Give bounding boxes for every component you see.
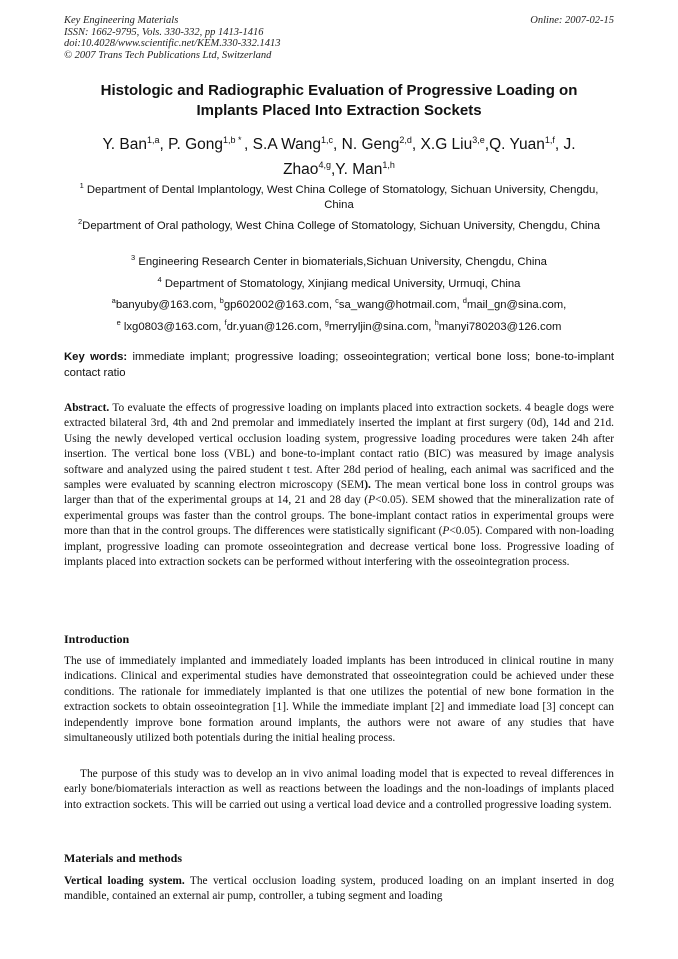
author: Y. Man$^{1,h}$ bbox=[335, 160, 395, 179]
email: merryljin@sina.com, bbox=[328, 320, 435, 333]
affiliation-2: $^2$Department of Oral pathology, West China College of Stomatology, Sichuan University, Chengdu, China bbox=[77, 217, 600, 232]
email-line-1: $^a$banyuby@163.com, $^b$gp602002@163.com, $^c$sa_wang@hotmail.com, $^d$mail_gn@sina.com, bbox=[111, 296, 567, 311]
author: Y. Ban$^{1,a}$, bbox=[102, 135, 169, 154]
journal-name: Key Engineering Materials bbox=[64, 15, 179, 26]
journal-header bbox=[64, 15, 614, 61]
online-date: Online: 2007-02-15 bbox=[530, 15, 614, 26]
abstract: Abstract. To evaluate the effects of progressive loading on implants placed into extraction sockets. 4 beagle dogs were extracted bilateral 3rd, 4th and 2nd premolar and immediately inserted the implant at first surgery (0d), 14d and 21d. Using the newly developed vertical occlusion loading system, progressive loading procedures were taken 24h after insertion. The vertical bone loss (VBL) and bone-to-implant contact ratio (BIC) was measured by image analysis software and analyzed using the paired student t test. After 28d period of healing, each animal was sacrificed and the samples were evaluated by scanning electron microscopy (SEM). The mean vertical bone loss in control groups was larger than that of the experimental groups at 14, 21 and 28 day (P<0.05). SEM showed that the mineralization rate of experimental groups was faster than the control groups. The bone-implant contact ratios in experimental groups were more than that in the control groups. The differences were statistically significant (P<0.05). Compared with non-loading implant, progressive loading can promote osseointegration and decrease vertical bone loss. Progressive loading of implants placed into extraction sockets can be performed without interfering with the osseointegration process. bbox=[64, 402, 614, 569]
author: N. Geng$^{2,d}$, bbox=[341, 135, 421, 154]
email: banyuby@163.com, bbox=[115, 298, 220, 311]
keywords-text: immediate implant; progressive loading; osseointegration; vertical bone loss; bone-to-implant contact ratio bbox=[64, 351, 614, 379]
copyright-line: © 2007 Trans Tech Publications Ltd, Switzerland bbox=[64, 49, 272, 61]
email: gp602002@163.com, bbox=[223, 298, 336, 311]
methods-heading: Materials and methods bbox=[64, 851, 182, 865]
paper-title: Histologic and Radiographic Evaluation of Progressive Loading on Implants Placed Into Extraction Sockets bbox=[100, 82, 578, 119]
abstract-label: Abstract. bbox=[64, 402, 110, 414]
email: dr.yuan@126.com, bbox=[226, 320, 325, 333]
affiliation-4: $^4$ Department of Stomatology, Xinjiang medical University, Urmuqi, China bbox=[157, 275, 521, 290]
doi-line: doi:10.4028/www.scientific.net/KEM.330-332.1413 bbox=[64, 38, 281, 49]
subsection-label: Vertical loading system. bbox=[64, 875, 185, 887]
intro-paragraph-2: The purpose of this study was to develop an in vivo animal loading model that is expected to reveal differences in early bone/biomaterials interaction as well as reactions between the loadings and the non-loadings of implants placed into extraction sockets. This will be carried out using a vertical load device and a controlled progressive loading system. bbox=[64, 768, 614, 811]
email: manyi780203@126.com bbox=[438, 320, 562, 333]
intro-paragraph-1: The use of immediately implanted and immediately loaded implants has been introduced in clinical routine in many indications. Clinical and experimental studies have demonstrated that osseointegration could be achieved under these conditions. The rationale for immediately implanted is that one utilizes the potential of new bone formation in the extraction sockets to obtain osseointegration [1]. While the immediate implant [2] and immediate load [3] concept can independently improve bone formation around implants, the authors were not aware of any studies that have simultaneously utilized both potentials during the initial healing process. bbox=[64, 655, 614, 745]
author: J. Zhao$^{4,g}$, bbox=[283, 136, 576, 179]
author: X.G Liu$^{3,e}$, bbox=[420, 135, 490, 154]
author: S.A Wang$^{1,c}$, bbox=[252, 135, 342, 154]
email: lxg0803@163.com, bbox=[120, 320, 225, 333]
methods-paragraph-1: Vertical loading system. The vertical occlusion loading system, produced loading on an implant inserted in dog mandible, contained an external air pump, controller, a tubing segment and loading bbox=[64, 875, 614, 903]
author-list bbox=[68, 130, 610, 180]
affiliation-1: $^1$ Department of Dental Implantology, West China College of Stomatology, Sichuan University, Chengdu, China bbox=[79, 181, 599, 211]
author: Q. Yuan$^{1,f}$, bbox=[489, 135, 564, 154]
keywords bbox=[64, 349, 614, 381]
keywords-label: Key words: bbox=[64, 351, 128, 363]
email: mail_gn@sina.com, bbox=[466, 298, 567, 311]
affiliation-3: $^3$ Engineering Research Center in biomaterials,Sichuan University, Chengdu, China bbox=[131, 253, 547, 268]
email-line-2: $^e$ lxg0803@163.com, $^f$dr.yuan@126.com, $^g$merryljin@sina.com, $^h$manyi780203@126.com bbox=[116, 318, 562, 333]
author: P. Gong$^{1,b *}$ , bbox=[168, 135, 253, 154]
issn-line: ISSN: 1662-9795, Vols. 330-332, pp 1413-1416 bbox=[64, 26, 264, 38]
intro-heading: Introduction bbox=[64, 632, 130, 646]
email: sa_wang@hotmail.com, bbox=[338, 298, 463, 311]
